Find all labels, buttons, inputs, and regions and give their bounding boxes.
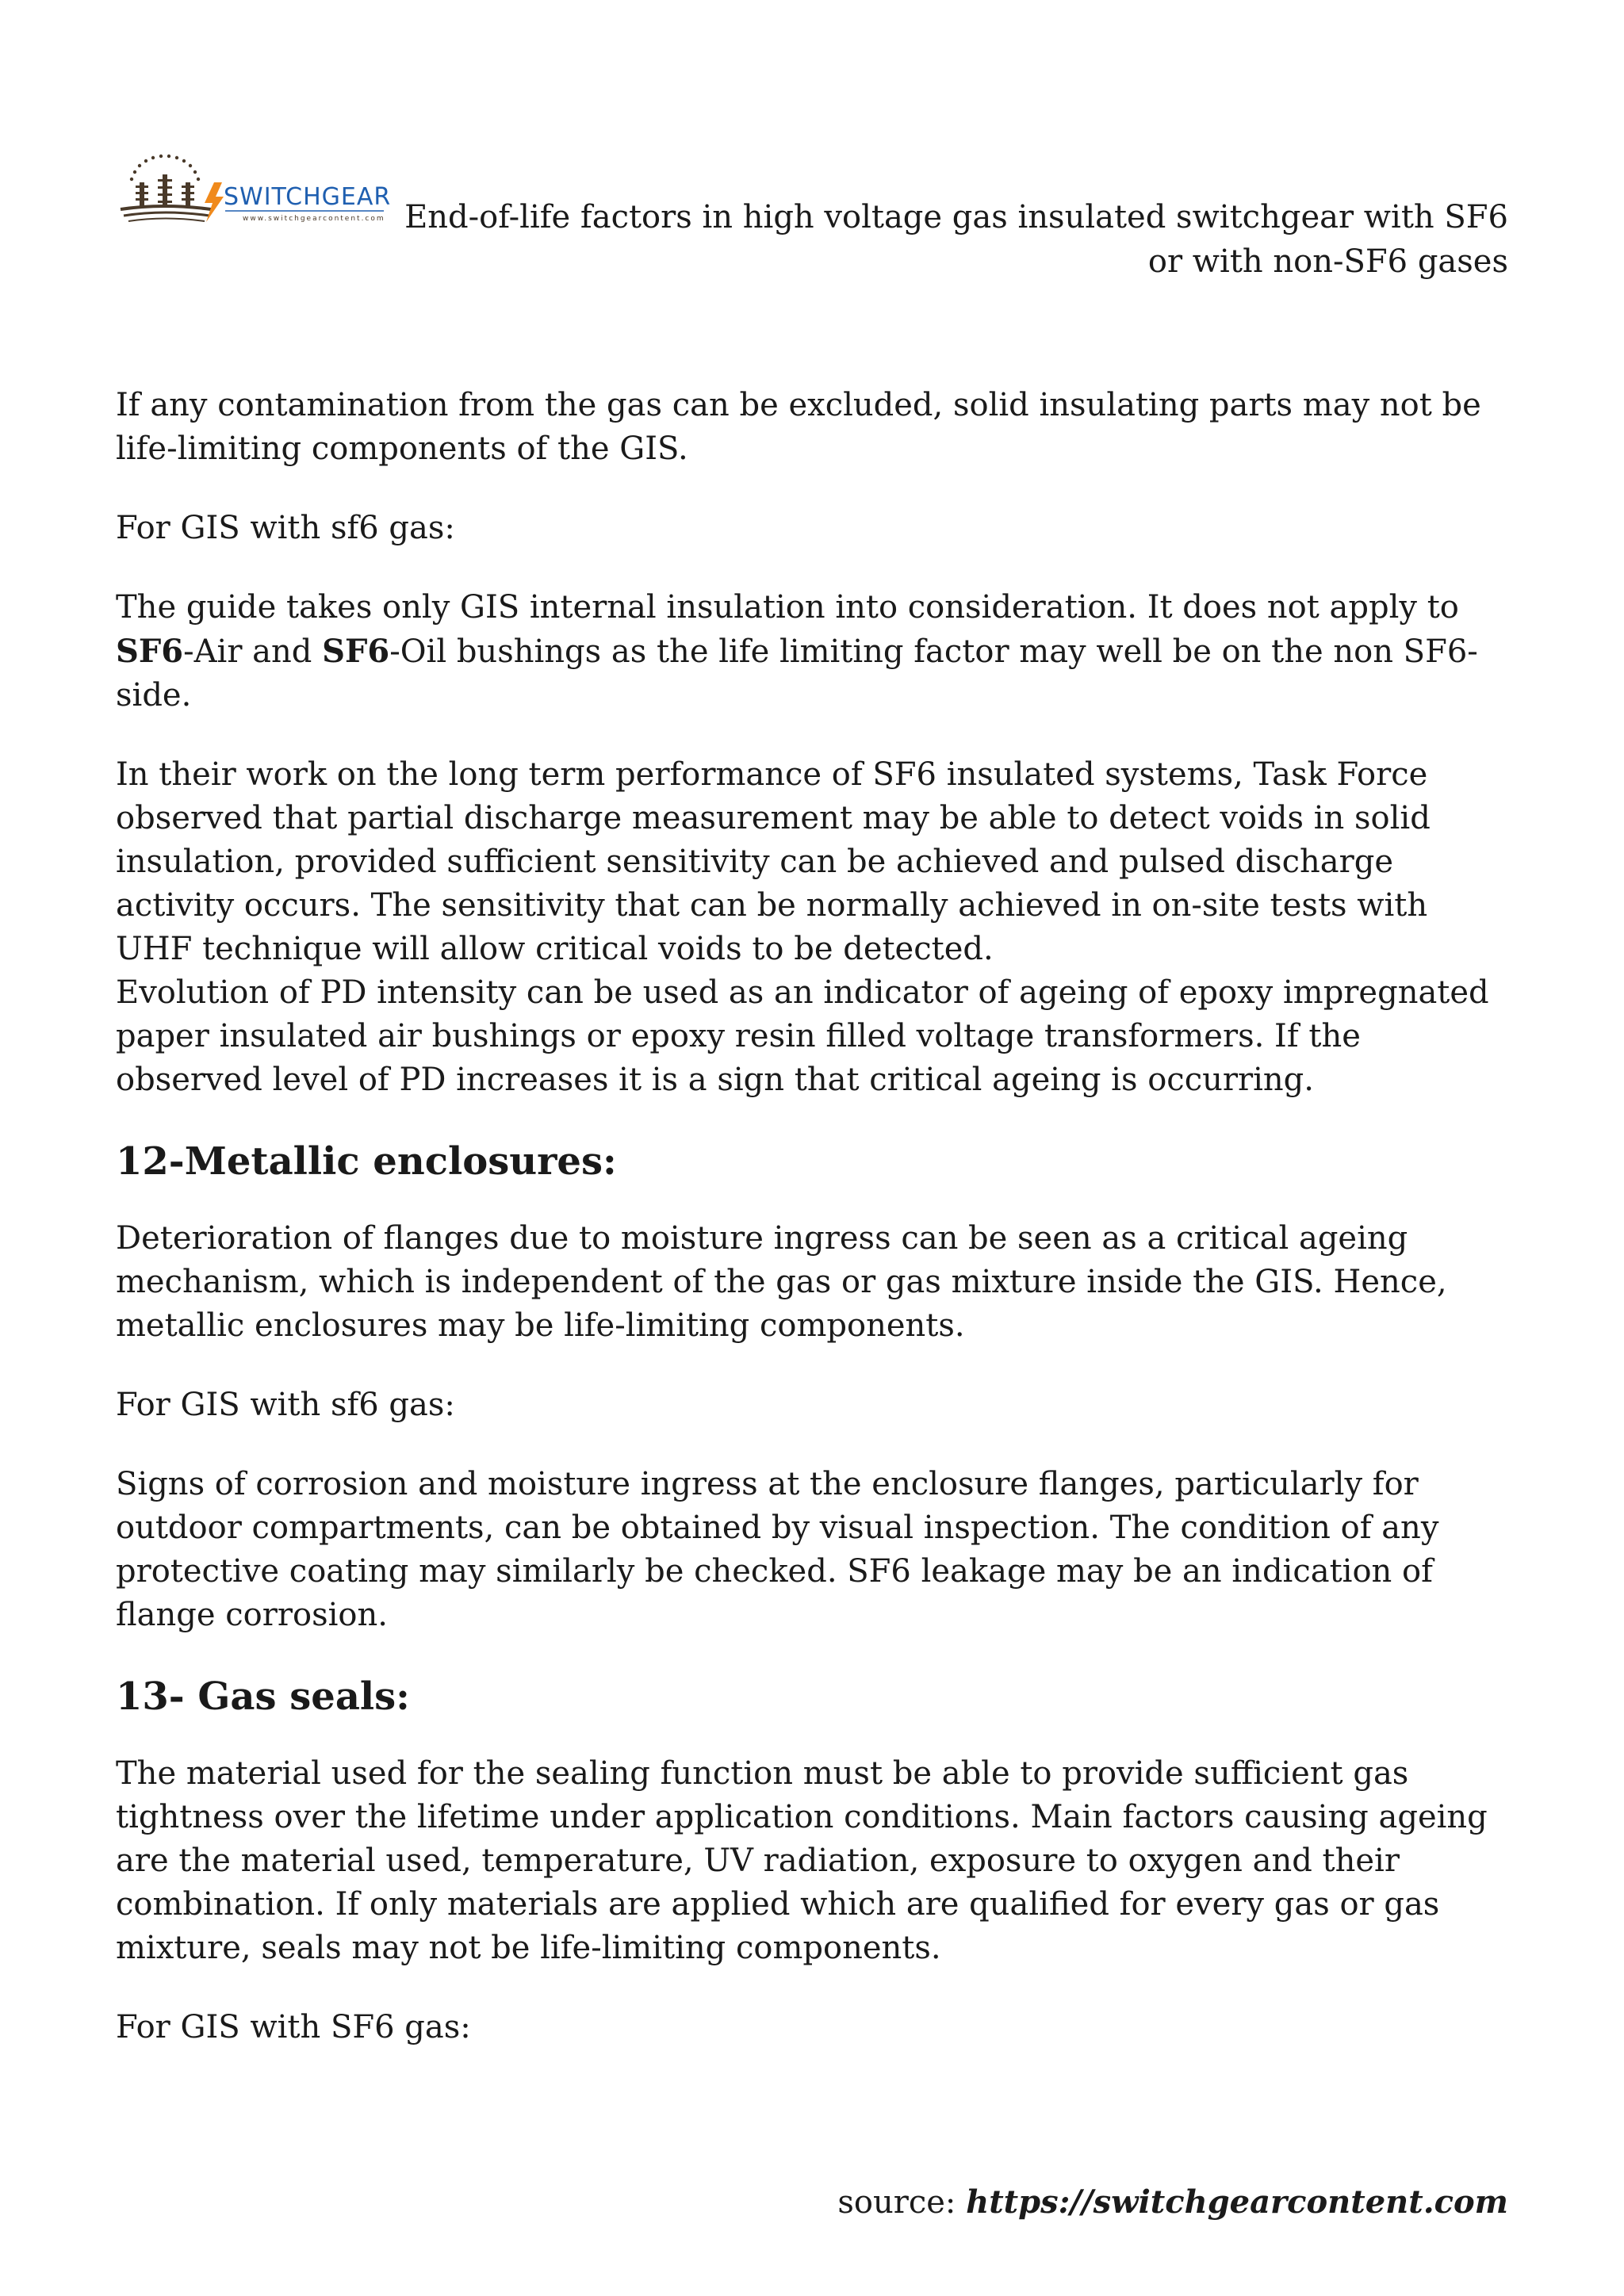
paragraph: Signs of corrosion and moisture ingress at the enclosure flanges, particularly for outdoor compartments, can be obtained by visual inspection. The condition of any protective coating may similarly be checked. SF6 leakage may be an indication of flange corrosion.	[116, 1466, 1439, 1633]
source-label: source:	[837, 2184, 967, 2221]
document-body	[116, 384, 1511, 2085]
logo-tagline: www.switchgearcontent.com	[243, 215, 385, 223]
paragraph-internal-insulation: The guide takes only GIS internal insulation into consideration. It does not apply to SF6-Air and SF6-Oil bushings as the life limiting factor may well be on the non SF6-side.	[116, 589, 1478, 714]
subheading-gis-sf6: For GIS with SF6 gas:	[116, 2009, 471, 2045]
document-title: End-of-life factors in high voltage gas insulated switchgear with SF6 or with non-SF6 gases	[404, 199, 1508, 280]
subheading-gis-sf6: For GIS with sf6 gas:	[116, 510, 455, 546]
logo-insulators	[136, 174, 194, 206]
bold-sf6: SF6	[322, 633, 390, 670]
paragraph-task-force: In their work on the long term performance of SF6 insulated systems, Task Force observed that partial discharge measurement may be able to detect voids in solid insulation, provided sufficient sensitivity can be achieved and pulsed discharge activity occurs. The sensitivity that can be normally achieved in on-site tests with UHF technique will allow critical voids to be detected.	[116, 756, 1431, 967]
switchgear-logo	[116, 151, 393, 230]
paragraph: Deterioration of flanges due to moisture ingress can be seen as a critical ageing mechanism, which is independent of the gas or gas mixture inside the GIS. Hence, metallic enclosures may be life-limiting components.	[116, 1220, 1447, 1344]
paragraph: The material used for the sealing function must be able to provide sufficient gas tightness over the lifetime under application conditions. Main factors causing ageing are the material used, temperature, UV radiation, exposure to oxygen and their combination. If only materials are applied which are qualified for every gas or gas mixture, seals may not be life-limiting components.	[116, 1755, 1488, 1966]
section-heading-metallic-enclosures: 12-Metallic enclosures:	[116, 1139, 617, 1184]
section-heading-gas-seals: 13- Gas seals:	[116, 1674, 410, 1719]
subheading-gis-sf6: For GIS with sf6 gas:	[116, 1387, 455, 1423]
source-link[interactable]: https://switchgearcontent.com	[966, 2183, 1508, 2221]
logo-wordmark: SWITCHGEAR	[224, 183, 392, 211]
paragraph: If any contamination from the gas can be excluded, solid insulating parts may not be life-limiting components of the GIS.	[116, 387, 1481, 467]
source-footer	[837, 2182, 1508, 2223]
bold-sf6: SF6	[116, 633, 184, 670]
paragraph-pd-intensity: Evolution of PD intensity can be used as an indicator of ageing of epoxy impregnated paper insulated air bushings or epoxy resin filled voltage transformers. If the observed level of PD increases it is a sign that critical ageing is occurring.	[116, 974, 1489, 1098]
